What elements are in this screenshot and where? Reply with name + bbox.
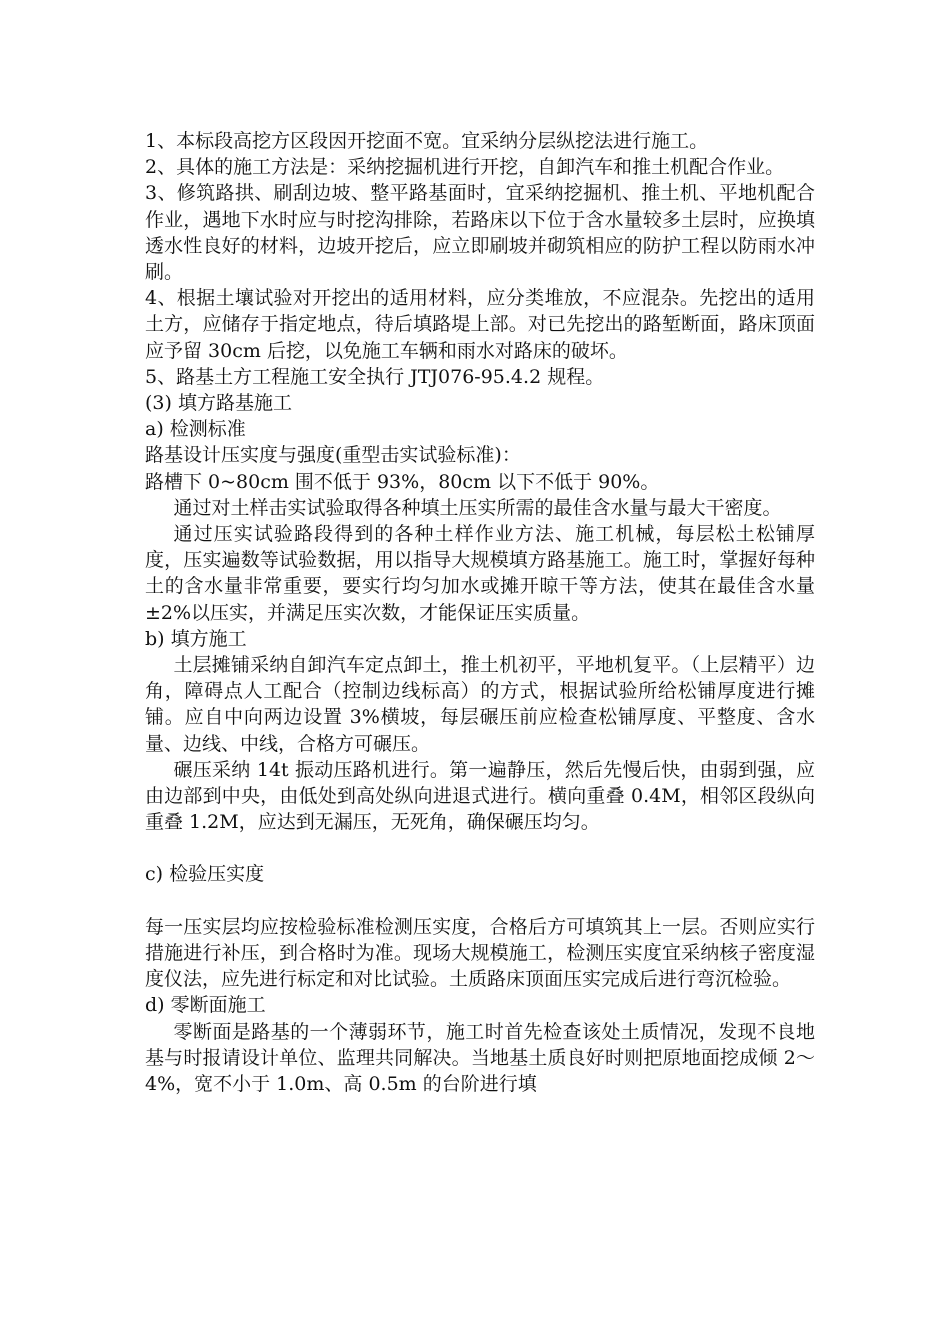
paragraph-9: 通过压实试验路段得到的各种土样作业方法、施工机械，每层松土松铺厚度，压实遍数等试验数据，用以指导大规模填方路基施工。施工时，掌握好每种土的含水量非常重要，要实行均匀加水或摊开晾干等方法，使其在最佳含水量±2%以压实，并满足压实次数，才能保证压实质量。 xyxy=(145,523,815,624)
paragraph-12: 每一压实层均应按检验标准检测压实度，合格后方可填筑其上一层。否则应实行措施进行补压，到合格时为准。现场大规模施工，检测压实度宜采纳核子密度湿度仪法，应先进行标定和对比试验。土质路床顶面压实完成后进行弯沉检验。 xyxy=(145,915,815,991)
subheading-d: d) 零断面施工 xyxy=(145,994,266,1017)
paragraph-10: 土层摊铺采纳自卸汽车定点卸土，推土机初平，平地机复平。（上层精平）边角，障碍点人工配合（控制边线标高）的方式，根据试验所给松铺厚度进行摊铺。应自中向两边设置 3%横坡，每层碾压前应检查松铺厚度、平整度、含水量、边线、中线，合格方可碾压。 xyxy=(145,654,815,755)
paragraph-4: 4、根据土壤试验对开挖出的适用材料，应分类堆放，不应混杂。先挖出的适用土方，应储存于指定地点，待后填路堤上部。对已先挖出的路堑断面，路床顶面应予留 30cm 后挖，以免施工车辆和雨水对路床的破坏。 xyxy=(145,287,815,362)
paragraph-11: 碾压采纳 14t 振动压路机进行。第一遍静压，然后先慢后快，由弱到强，应由边部到中央，由低处到高处纵向进退式进行。横向重叠 0.4M，相邻区段纵向重叠 1.2M，应达到无漏压，无死角，确保碾压均匀。 xyxy=(145,758,815,834)
paragraph-8: 通过对土样击实试验取得各种填土压实所需的最佳含水量与最大干密度。 xyxy=(173,496,782,519)
subheading-c: c) 检验压实度 xyxy=(145,863,265,886)
subheading-b: b) 填方施工 xyxy=(145,627,247,650)
document-page xyxy=(145,128,815,1097)
paragraph-6: 路基设计压实度与强度(重型击实试验标准)： xyxy=(145,444,521,467)
section-heading-3: (3) 填方路基施工 xyxy=(145,392,292,415)
paragraph-13: 零断面是路基的一个薄弱环节，施工时首先检查该处土质情况，发现不良地基与时报请设计单位、监理共同解决。当地基土质良好时则把原地面挖成倾 2～4%，宽不小于 1.0m、高 0.5m 的台阶进行填 xyxy=(145,1020,815,1095)
paragraph-3: 3、修筑路拱、刷刮边坡、整平路基面时，宜采纳挖掘机、推土机、平地机配合作业，遇地下水时应与时挖沟排除，若路床以下位于含水量较多土层时，应换填透水性良好的材料，边坡开挖后，应立即刷坡并砌筑相应的防护工程以防雨水冲刷。 xyxy=(145,182,815,284)
paragraph-5: 5、路基土方工程施工安全执行 JTJ076-95.4.2 规程。 xyxy=(145,365,605,388)
paragraph-1: 1、本标段高挖方区段因开挖面不宽。宜采纳分层纵挖法进行施工。 xyxy=(145,130,709,152)
paragraph-7: 路槽下 0~80cm 围不低于 93%，80cm 以下不低于 90%。 xyxy=(145,470,660,493)
subheading-a: a) 检测标准 xyxy=(145,418,246,441)
paragraph-2: 2、具体的施工方法是：采纳挖掘机进行开挖，自卸汽车和推土机配合作业。 xyxy=(145,156,785,179)
